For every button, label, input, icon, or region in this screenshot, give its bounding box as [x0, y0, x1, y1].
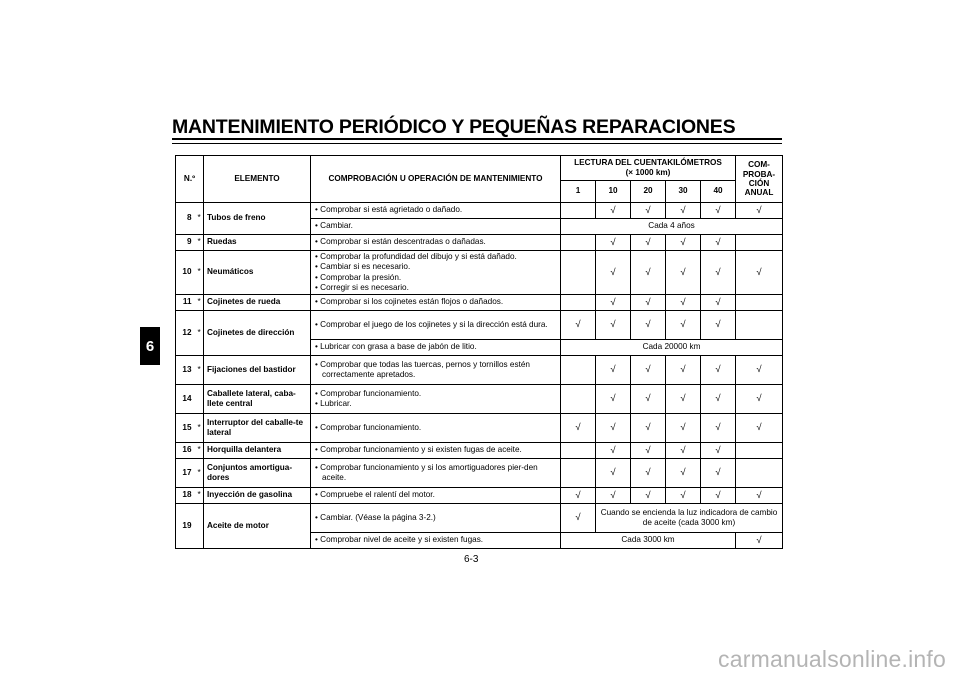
operation-line: [314, 297, 557, 307]
check-cell: [736, 295, 783, 311]
header-odometer: [561, 156, 736, 181]
page-number: 6-3: [464, 554, 479, 565]
interval-cell: Cada 3000 km: [561, 533, 736, 549]
check-cell: [561, 295, 596, 311]
item-star: *: [195, 251, 204, 295]
check-cell: √: [666, 295, 701, 311]
check-cell: [561, 251, 596, 295]
bullet-icon: •: [315, 388, 321, 398]
check-cell: √: [596, 385, 631, 414]
operation-text: Comprobar que todas las tuercas, pernos y tornillos estén correctamente apretados.: [320, 359, 530, 379]
operation-line: [314, 205, 557, 215]
bullet-icon: •: [315, 319, 321, 329]
operation-line: [314, 463, 557, 484]
check-cell: [561, 459, 596, 488]
header-km-10: 10: [596, 181, 631, 203]
table-row: [176, 385, 783, 414]
check-cell: √: [701, 295, 736, 311]
item-operation: [311, 219, 561, 235]
check-cell: √: [596, 414, 631, 443]
table-row: [176, 311, 783, 340]
item-number: 15: [176, 414, 195, 443]
table-row: [176, 251, 783, 295]
bullet-icon: •: [315, 282, 321, 292]
check-cell: √: [666, 385, 701, 414]
item-star: [195, 504, 204, 549]
check-cell: √: [596, 251, 631, 295]
check-cell: √: [736, 251, 783, 295]
check-cell: √: [666, 443, 701, 459]
maintenance-table-body: [176, 203, 783, 549]
chapter-tab: 6: [140, 327, 160, 365]
bullet-icon: •: [315, 512, 321, 522]
item-star: *: [195, 443, 204, 459]
operation-text: Comprobar si está agrietado o dañado.: [320, 205, 463, 215]
check-cell: √: [666, 251, 701, 295]
item-operation: [311, 356, 561, 385]
check-cell: √: [596, 488, 631, 504]
operation-text: Comprobar si están descentradas o dañadas.: [320, 237, 486, 247]
interval-cell: Cada 4 años: [561, 219, 783, 235]
operation-text: Comprobar la profundidad del dibujo y si está dañado.: [320, 252, 517, 261]
check-cell: √: [631, 235, 666, 251]
check-cell: √: [596, 235, 631, 251]
check-cell: √: [666, 414, 701, 443]
check-cell: √: [701, 311, 736, 340]
item-element: Neumáticos: [204, 251, 311, 295]
check-cell: √: [631, 443, 666, 459]
check-cell: [561, 203, 596, 219]
check-cell: √: [666, 203, 701, 219]
item-number: 16: [176, 443, 195, 459]
header-check: COMPROBACIÓN U OPERACIÓN DE MANTENIMIENTO: [311, 156, 561, 203]
watermark: carmanualsonline.info: [718, 646, 946, 672]
item-star: *: [195, 311, 204, 356]
check-cell: √: [736, 488, 783, 504]
check-cell: √: [561, 488, 596, 504]
check-cell: √: [736, 533, 783, 549]
check-cell: √: [596, 356, 631, 385]
check-cell: √: [596, 311, 631, 340]
bullet-icon: •: [315, 342, 321, 352]
check-cell: √: [631, 385, 666, 414]
check-cell: [561, 356, 596, 385]
item-element: Ruedas: [204, 235, 311, 251]
table-row: [176, 414, 783, 443]
operation-line: [314, 221, 557, 231]
title-rule-thick: [172, 138, 782, 140]
item-operation: [311, 251, 561, 295]
check-cell: √: [631, 414, 666, 443]
item-element: Aceite de motor: [204, 504, 311, 549]
operation-text: Comprobar el juego de los cojinetes y si la dirección está dura.: [320, 319, 548, 329]
check-cell: √: [666, 235, 701, 251]
check-cell: √: [561, 311, 596, 340]
check-cell: √: [596, 459, 631, 488]
header-km-1: 1: [561, 181, 596, 203]
header-element: ELEMENTO: [204, 156, 311, 203]
header-odometer-unit: (× 1000 km): [625, 168, 671, 177]
operation-text: Cambiar.: [320, 221, 353, 231]
item-operation: [311, 340, 561, 356]
item-number: 10: [176, 251, 195, 295]
operation-line: [314, 360, 557, 381]
item-number: 11: [176, 295, 195, 311]
bullet-icon: •: [315, 535, 321, 545]
operation-text: Compruebe el ralentí del motor.: [320, 490, 435, 500]
bullet-icon: •: [315, 445, 321, 455]
item-number: 18: [176, 488, 195, 504]
check-cell: [561, 235, 596, 251]
bullet-icon: •: [315, 422, 321, 432]
check-cell: √: [596, 295, 631, 311]
check-cell: √: [701, 385, 736, 414]
operation-text: Lubricar.: [320, 399, 352, 408]
item-operation: [311, 533, 561, 549]
check-cell: √: [736, 385, 783, 414]
operation-text: Comprobar funcionamiento.: [320, 388, 422, 398]
table-row: [176, 235, 783, 251]
item-element: Conjuntos amortigua-dores: [204, 459, 311, 488]
check-cell: √: [631, 203, 666, 219]
operation-line: [314, 320, 557, 330]
bullet-icon: •: [315, 262, 321, 272]
bullet-icon: •: [315, 272, 321, 282]
item-element: Caballete lateral, caba-llete central: [204, 385, 311, 414]
item-star: *: [195, 488, 204, 504]
check-cell: [561, 443, 596, 459]
operation-text: Cambiar si es necesario.: [320, 262, 411, 272]
maintenance-table: [175, 155, 783, 549]
item-operation: [311, 385, 561, 414]
operation-text: Comprobar la presión.: [320, 272, 402, 282]
check-cell: √: [736, 414, 783, 443]
operation-text: Lubricar con grasa a base de jabón de litio.: [320, 342, 477, 352]
bullet-icon: •: [315, 205, 321, 215]
item-number: 14: [176, 385, 195, 414]
check-cell: √: [561, 504, 596, 533]
check-cell: [561, 385, 596, 414]
check-cell: √: [701, 251, 736, 295]
item-operation: [311, 443, 561, 459]
item-star: [195, 385, 204, 414]
operation-line: [314, 237, 557, 247]
header-km-30: 30: [666, 181, 701, 203]
operation-line: [314, 535, 557, 545]
bullet-icon: •: [315, 490, 321, 500]
operation-text: Cambiar. (Véase la página 3-2.): [320, 512, 436, 522]
table-row: [176, 356, 783, 385]
operation-line: [314, 283, 557, 293]
table-row: [176, 203, 783, 219]
interval-cell: Cada 20000 km: [561, 340, 783, 356]
header-odometer-label: LECTURA DEL CUENTAKILÓMETROS: [574, 157, 722, 167]
check-cell: √: [631, 356, 666, 385]
item-element: Cojinetes de dirección: [204, 311, 311, 356]
check-cell: [736, 235, 783, 251]
operation-line: [314, 399, 557, 409]
check-cell: √: [561, 414, 596, 443]
check-cell: √: [631, 311, 666, 340]
check-cell: √: [701, 488, 736, 504]
check-cell: √: [701, 203, 736, 219]
item-number: 12: [176, 311, 195, 356]
item-operation: [311, 459, 561, 488]
check-cell: [736, 443, 783, 459]
item-element: Cojinetes de rueda: [204, 295, 311, 311]
item-star: *: [195, 356, 204, 385]
operation-line: [314, 252, 557, 262]
header-no: N.º: [176, 156, 204, 203]
check-cell: √: [631, 459, 666, 488]
check-cell: √: [701, 356, 736, 385]
check-cell: √: [631, 295, 666, 311]
header-km-20: 20: [631, 181, 666, 203]
item-number: 17: [176, 459, 195, 488]
operation-text: Comprobar funcionamiento y si los amortiguadores pier-den aceite.: [320, 462, 538, 482]
check-cell: √: [701, 235, 736, 251]
item-number: 13: [176, 356, 195, 385]
item-operation: [311, 235, 561, 251]
table-row: [176, 443, 783, 459]
title-rule-thin: [172, 143, 782, 144]
check-cell: [736, 311, 783, 340]
table-row: [176, 488, 783, 504]
check-cell: √: [666, 459, 701, 488]
check-cell: √: [701, 459, 736, 488]
operation-line: [314, 490, 557, 500]
operation-text: Comprobar si los cojinetes están flojos o dañados.: [320, 297, 504, 307]
operation-line: [314, 445, 557, 455]
check-cell: √: [596, 443, 631, 459]
operation-text: Comprobar funcionamiento y si existen fugas de aceite.: [320, 445, 522, 455]
operation-text: Corregir si es necesario.: [320, 282, 409, 292]
table-row: [176, 295, 783, 311]
item-operation: [311, 203, 561, 219]
item-star: *: [195, 203, 204, 235]
item-operation: [311, 504, 561, 533]
check-cell: √: [631, 251, 666, 295]
table-row: [176, 504, 783, 533]
operation-line: [314, 423, 557, 433]
item-operation: [311, 295, 561, 311]
check-cell: √: [666, 356, 701, 385]
header-annual: COM- PROBA- CIÓN ANUAL: [736, 156, 783, 203]
operation-line: [314, 389, 557, 399]
operation-text: Comprobar funcionamiento.: [320, 422, 422, 432]
check-cell: √: [631, 488, 666, 504]
bullet-icon: •: [315, 462, 321, 472]
header-km-40: 40: [701, 181, 736, 203]
check-cell: √: [666, 488, 701, 504]
bullet-icon: •: [315, 221, 321, 231]
item-number: 19: [176, 504, 195, 549]
table-row: [176, 459, 783, 488]
check-cell: √: [736, 203, 783, 219]
page-title: MANTENIMIENTO PERIÓDICO Y PEQUEÑAS REPARACIONES: [172, 116, 736, 138]
check-cell: √: [736, 356, 783, 385]
item-number: 8: [176, 203, 195, 235]
item-element: Horquilla delantera: [204, 443, 311, 459]
item-star: *: [195, 295, 204, 311]
item-element: Tubos de freno: [204, 203, 311, 235]
check-cell: √: [596, 203, 631, 219]
item-element: Fijaciones del bastidor: [204, 356, 311, 385]
item-star: *: [195, 459, 204, 488]
operation-line: [314, 513, 557, 523]
item-star: *: [195, 414, 204, 443]
item-operation: [311, 311, 561, 340]
item-operation: [311, 414, 561, 443]
interval-cell: Cuando se encienda la luz indicadora de cambio de aceite (cada 3000 km): [596, 504, 783, 533]
operation-line: [314, 273, 557, 283]
operation-line: [314, 342, 557, 352]
bullet-icon: •: [315, 399, 321, 408]
item-star: *: [195, 235, 204, 251]
bullet-icon: •: [315, 297, 321, 307]
operation-text: Comprobar nivel de aceite y si existen fugas.: [320, 535, 484, 545]
item-element: Interruptor del caballe-te lateral: [204, 414, 311, 443]
item-operation: [311, 488, 561, 504]
check-cell: √: [666, 311, 701, 340]
item-element: Inyección de gasolina: [204, 488, 311, 504]
bullet-icon: •: [315, 252, 321, 261]
check-cell: [736, 459, 783, 488]
bullet-icon: •: [315, 237, 321, 247]
bullet-icon: •: [315, 359, 321, 369]
operation-line: [314, 262, 557, 272]
item-number: 9: [176, 235, 195, 251]
check-cell: √: [701, 414, 736, 443]
check-cell: √: [701, 443, 736, 459]
